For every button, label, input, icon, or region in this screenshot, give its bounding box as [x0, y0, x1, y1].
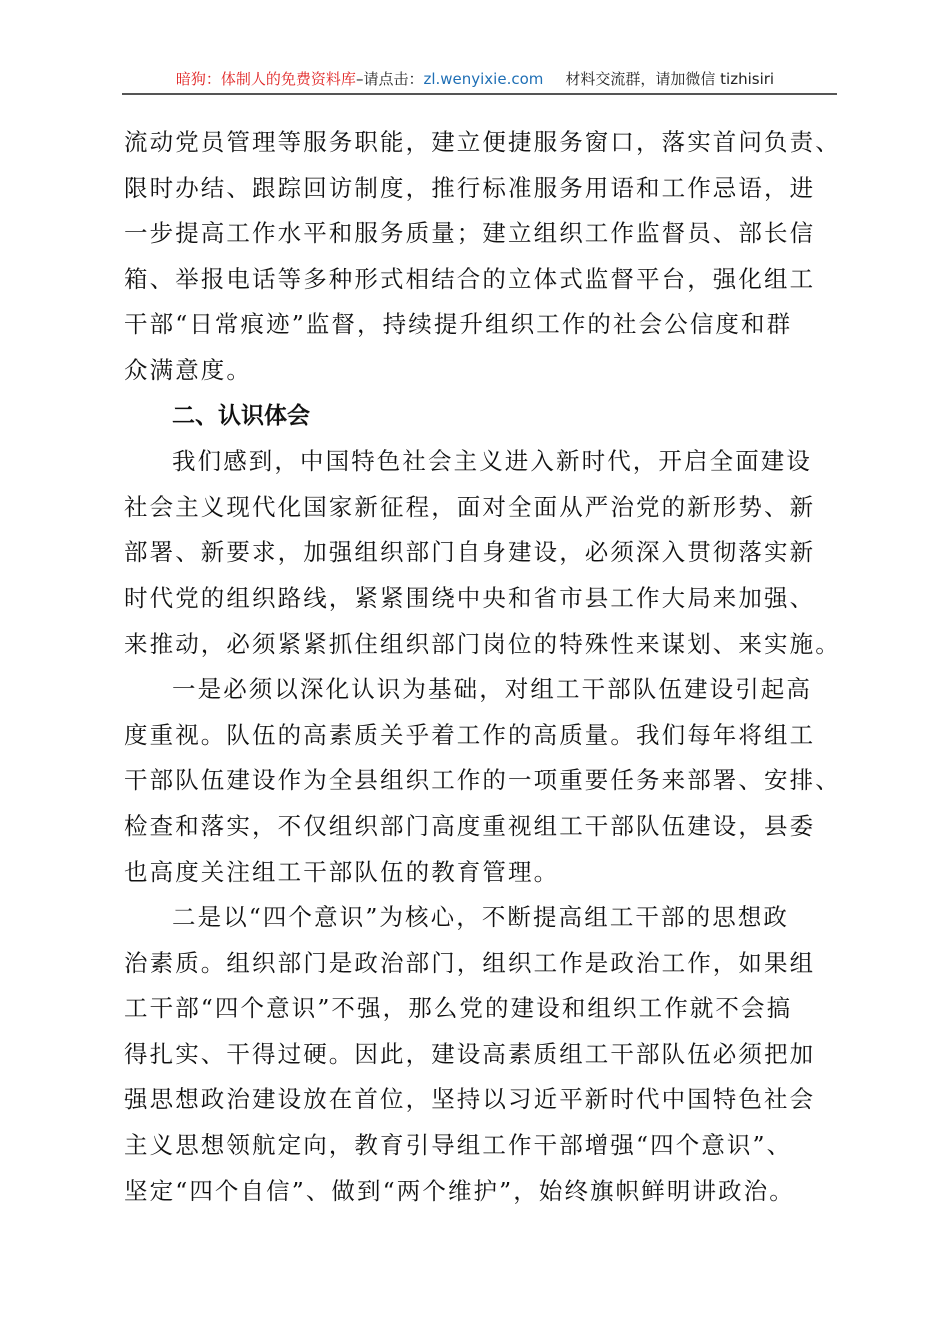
- text-line: 众满意度。: [124, 355, 252, 384]
- header-brand: 暗狗：体制人的免费资料库: [175, 70, 356, 88]
- text-line: 主义思想领航定向，教育引导组工作干部增强“四个意识”、: [124, 1131, 793, 1160]
- paragraph-1: [124, 120, 844, 394]
- text-line: 得扎实、干得过硬。因此，建设高素质组工干部队伍必须把加: [124, 1039, 816, 1068]
- text-line: 治素质。组织部门是政治部门，组织工作是政治工作，如果组: [124, 948, 816, 977]
- text-line: 限时办结、跟踪回访制度，推行标准服务用语和工作忌语，进: [124, 173, 816, 202]
- text-line: 一是必须以深化认识为基础，对组工干部队伍建设引起高: [172, 675, 812, 704]
- text-line: 流动党员管理等服务职能，建立便捷服务窗口，落实首问负责、: [124, 128, 841, 156]
- header-divider: [122, 93, 837, 95]
- text-line: 部署、新要求，加强组织部门自身建设，必须深入贯彻落实新: [124, 538, 816, 567]
- paragraph-3: [124, 667, 844, 895]
- text-line: 干部“日常痕迹”监督，持续提升组织工作的社会公信度和群: [124, 310, 793, 339]
- text-line: 干部队伍建设作为全县组织工作的一项重要任务来部署、安排、: [124, 766, 841, 795]
- text-line: 强思想政治建设放在首位，坚持以习近平新时代中国特色社会: [124, 1085, 816, 1114]
- section-heading: 二、认识体会: [172, 402, 310, 429]
- text-line: 度重视。队伍的高素质关乎着工作的高质量。我们每年将组工: [124, 720, 816, 749]
- text-line: 二是以“四个意识”为核心，不断提高组工干部的思想政: [172, 903, 790, 932]
- header-url-link[interactable]: zl.wenyixie.com: [423, 70, 544, 88]
- page-header: [0, 68, 950, 90]
- text-line: 检查和落实，不仅组织部门高度重视组工干部队伍建设，县委: [124, 811, 816, 840]
- text-line: 时代党的组织路线，紧紧围绕中央和省市县工作大局来加强、: [124, 583, 816, 612]
- header-note: 材料交流群，请加微信 tizhisiri: [565, 70, 775, 88]
- text-line: 箱、举报电话等多种形式相结合的立体式监督平台，强化组工: [124, 264, 816, 293]
- text-line: 工干部“四个意识”不强，那么党的建设和组织工作就不会搞: [124, 994, 793, 1023]
- text-line: 一步提高工作水平和服务质量；建立组织工作监督员、部长信: [124, 219, 816, 248]
- document-body: [124, 120, 844, 1214]
- text-line: 社会主义现代化国家新征程，面对全面从严治党的新形势、新: [124, 492, 816, 521]
- text-line: 来推动，必须紧紧抓住组织部门岗位的特殊性来谋划、来实施。: [124, 629, 841, 658]
- paragraph-4: [124, 895, 844, 1214]
- text-line: 坚定“四个自信”、做到“两个维护”，始终旗帜鲜明讲政治。: [124, 1176, 795, 1205]
- paragraph-2: [124, 439, 844, 667]
- text-line: 我们感到，中国特色社会主义进入新时代，开启全面建设: [172, 447, 812, 476]
- header-prompt: –请点击：: [355, 70, 424, 88]
- text-line: 也高度关注组工干部队伍的教育管理。: [124, 857, 560, 886]
